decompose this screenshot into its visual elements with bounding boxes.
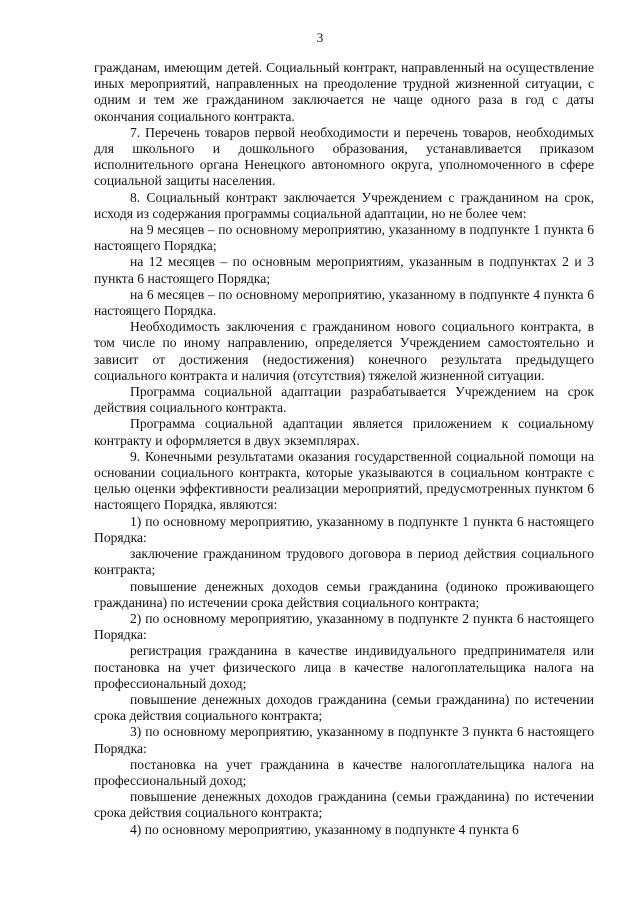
document-body	[94, 60, 594, 838]
paragraph-new-contract: Необходимость заключения с гражданином нового социального контракта, в том числе по иному направлению, определяется Учреждением самостоятельно и зависит от достижения (недостижения) конечного результата предыдущего социального контракта и наличия (отсутствия) тяжелой жизненной ситуации.	[94, 319, 594, 383]
paragraph-sub-1-result-a: заключение гражданином трудового договора в период действия социального контракта;	[94, 546, 594, 578]
paragraph-sub-3-result-b: повышение денежных доходов гражданина (семьи гражданина) по истечении срока действия социального контракта;	[94, 789, 594, 821]
paragraph-item-7: 7. Перечень товаров первой необходимости и перечень товаров, необходимых для школьного и дошкольного образования, устанавливается приказом исполнительного органа Ненецкого автономного округа, уполномоченного в сфере социальной защиты населения.	[94, 124, 594, 189]
paragraph-sub-2: 2) по основному мероприятию, указанному в подпункте 2 пункта 6 настоящего Порядка:	[94, 610, 594, 643]
paragraph-term-12-months: на 12 месяцев – по основным мероприятиям, указанным в подпунктах 2 и 3 пункта 6 настоящего Порядка;	[94, 254, 594, 286]
paragraph-sub-3-result-a: постановка на учет гражданина в качестве налогоплательщика налога на профессиональный доход;	[94, 756, 594, 788]
paragraph-item-9: 9. Конечными результатами оказания государственной социальной помощи на основании социального контракта, которые указываются в социальном контракте с целью оценки эффективности реализации мероприятий, предусмотренных пунктом 6 настоящего Порядка, являются:	[94, 448, 594, 513]
paragraph-sub-3: 3) по основному мероприятию, указанному в подпункте 3 пункта 6 настоящего Порядка:	[94, 724, 594, 756]
paragraph-sub-4: 4) по основному мероприятию, указанному в подпункте 4 пункта 6	[130, 821, 519, 837]
paragraph-continuation: гражданам, имеющим детей. Социальный контракт, направленный на осуществление иных мероприятий, направленных на преодоление трудной жизненной ситуации, с одним и тем же гражданином заключается не чаще одного раза в год с даты окончания социального контракта.	[94, 60, 594, 124]
paragraph-sub-2-result-a: регистрация гражданина в качестве индивидуального предпринимателя или постановка на учет физического лица в качестве налогоплательщика налога на профессиональный доход;	[94, 643, 594, 691]
paragraph-item-8: 8. Социальный контракт заключается Учреждением с гражданином на срок, исходя из содержания программы социальной адаптации, но не более чем:	[94, 189, 594, 221]
paragraph-term-6-months: на 6 месяцев – по основному мероприятию, указанному в подпункте 4 пункта 6 настоящего Порядка.	[94, 286, 594, 319]
page-number: 3	[316, 30, 324, 45]
paragraph-sub-1-result-b: повышение денежных доходов семьи гражданина (одиноко проживающего гражданина) по истечении срока действия социального контракта;	[94, 578, 594, 610]
paragraph-program-appendix: Программа социальной адаптации является приложением к социальному контракту и оформляется в двух экземплярах.	[94, 416, 594, 448]
paragraph-sub-2-result-b: повышение денежных доходов гражданина (семьи гражданина) по истечении срока действия социального контракта;	[94, 691, 594, 724]
paragraph-program-term: Программа социальной адаптации разрабатывается Учреждением на срок действия социального контракта.	[94, 384, 594, 416]
paragraph-term-9-months: на 9 месяцев – по основному мероприятию, указанному в подпункте 1 пункта 6 настоящего Порядка;	[94, 222, 594, 254]
paragraph-sub-1: 1) по основному мероприятию, указанному в подпункте 1 пункта 6 настоящего Порядка:	[94, 513, 594, 545]
